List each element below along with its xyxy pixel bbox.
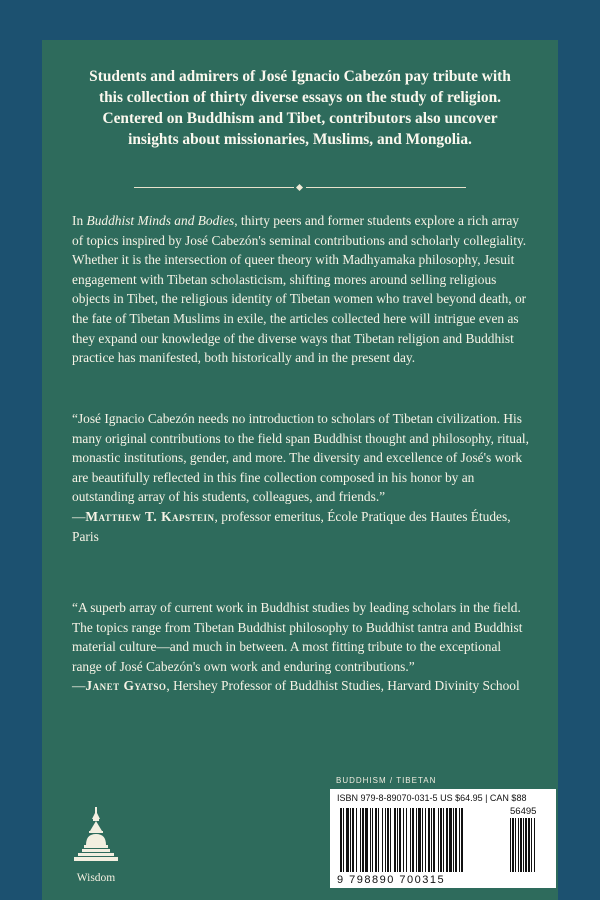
barcode-bar [416, 808, 417, 872]
endorsement-quote-1 [72, 409, 530, 546]
barcode-bar [428, 808, 430, 872]
barcode-bar [390, 808, 391, 872]
quote-affiliation: , Hershey Professor of Buddhist Studies, Harvard Divinity School [166, 678, 520, 694]
addon-bar [515, 818, 516, 872]
barcode-bar [350, 808, 351, 872]
stupa-logo-icon [72, 805, 120, 871]
quote-author: Matthew T. Kapstein [85, 508, 215, 524]
addon-bar [518, 818, 519, 872]
quote-text: “José Ignacio Cabezón needs no introduction to scholars of Tibetan civilization. His many original contributions to the field span Buddhist thought and philosophy, ritual, monastic institutions, gender, and more. The diversity and excellence of José's work are beautifully reflected in this fine collection composed in his honor by an outstanding array of his students, colleagues, and friends.” [72, 411, 529, 505]
subject-category: BUDDHISM / TIBETAN [336, 776, 437, 785]
barcode-bar [425, 808, 426, 872]
ornamental-divider [134, 183, 466, 193]
barcode-bar [387, 808, 389, 872]
book-description [72, 211, 530, 368]
barcode-bar [340, 808, 342, 872]
addon-bar [510, 818, 511, 872]
barcode-bar [346, 808, 349, 872]
barcode-bar [418, 808, 421, 872]
book-title: Buddhist Minds and Bodies [86, 213, 235, 228]
barcode-bar [431, 808, 432, 872]
barcode-bar [455, 808, 457, 872]
barcode-bar [433, 808, 435, 872]
barcode-bar [362, 808, 364, 872]
barcode-bar [385, 808, 386, 872]
barcode-bar [410, 808, 411, 872]
barcode-bar [461, 808, 463, 872]
addon-bar [531, 818, 532, 872]
barcode-bar [403, 808, 404, 872]
attribution-dash: — [72, 678, 86, 694]
barcode-bar [440, 808, 442, 872]
addon-bar [534, 818, 535, 872]
barcode-bar [449, 808, 452, 872]
barcode-bar [412, 808, 414, 872]
quote-text: “A superb array of current work in Buddhist studies by leading scholars in the field. The topics range from Tibetan Buddhist philosophy to Buddhist tantra and Buddhist material culture—and much in between. A most fitting tribute to the exceptional range of José Cabezón's own work and enduring contributions.” [72, 600, 523, 674]
barcode-bar [443, 808, 444, 872]
addon-bar [520, 818, 522, 872]
description-rest: , thirty peers and former students explore a rich array of topics inspired by José Cabezón's seminal contributions and scholarly collegiality. Whether it is the intersection of queer theory with Madhyamaka philosophy, Jesuit engagement with Tibetan scholasticism, shifting mores around selling religious objects in Tibet, the religious identity of Tibetan women who travel beyond death, or the fate of Tibetan Muslims in exile, the articles collected here will intrigue even as they expand our knowledge of the diverse ways that Tibetan religion and Buddhist practice has manifested, both historically and in the present day. [72, 213, 527, 366]
barcode-bar [397, 808, 398, 872]
description-intro: In [72, 213, 87, 228]
barcode-bar [382, 808, 383, 872]
barcode-bar [360, 808, 361, 872]
quote-attribution [72, 507, 530, 546]
barcode-bar [365, 808, 368, 872]
attribution-dash: — [72, 508, 86, 524]
quote-attribution [72, 676, 530, 696]
barcode-bar [453, 808, 454, 872]
barcode-bar [438, 808, 439, 872]
addon-bar [512, 818, 514, 872]
barcode-bar [422, 808, 423, 872]
barcode-bar [378, 808, 379, 872]
barcode-icon [340, 808, 550, 874]
barcode-bar [356, 808, 357, 872]
barcode-bar [446, 808, 448, 872]
quote-affiliation: , professor emeritus, École Pratique des Hautes Études, Paris [72, 508, 511, 544]
quote-author: Janet Gyatso [85, 678, 167, 694]
barcode-bar [459, 808, 460, 872]
barcode-bar [394, 808, 396, 872]
divider-line-left [134, 187, 294, 188]
barcode-bar [352, 808, 354, 872]
publisher-name: Wisdom [76, 872, 116, 884]
barcode-bar [372, 808, 373, 872]
endorsement-quote-2 [72, 598, 530, 696]
barcode-bar [343, 808, 344, 872]
addon-bar [528, 818, 530, 872]
isbn-price: ISBN 979-8-89070-031-5 US $64.95 | CAN $88 [337, 793, 527, 803]
addon-bar [523, 818, 524, 872]
barcode-digits: 9 798890 700315 [337, 874, 446, 886]
barcode-bar [399, 808, 401, 872]
diamond-ornament-icon [296, 184, 303, 191]
divider-line-right [306, 187, 466, 188]
addon-bar [525, 818, 527, 872]
barcode-bar [375, 808, 377, 872]
barcode-bar [406, 808, 407, 872]
barcode-bar [370, 808, 371, 872]
headline-blurb: Students and admirers of José Ignacio Cabezón pay tribute with this collection of thirty diverse essays on the study of religion. Centered on Buddhism and Tibet, contributors also uncover insights about missionaries, Muslims, and Mongolia. [89, 68, 511, 148]
price-addon-code: 56495 [510, 806, 537, 817]
